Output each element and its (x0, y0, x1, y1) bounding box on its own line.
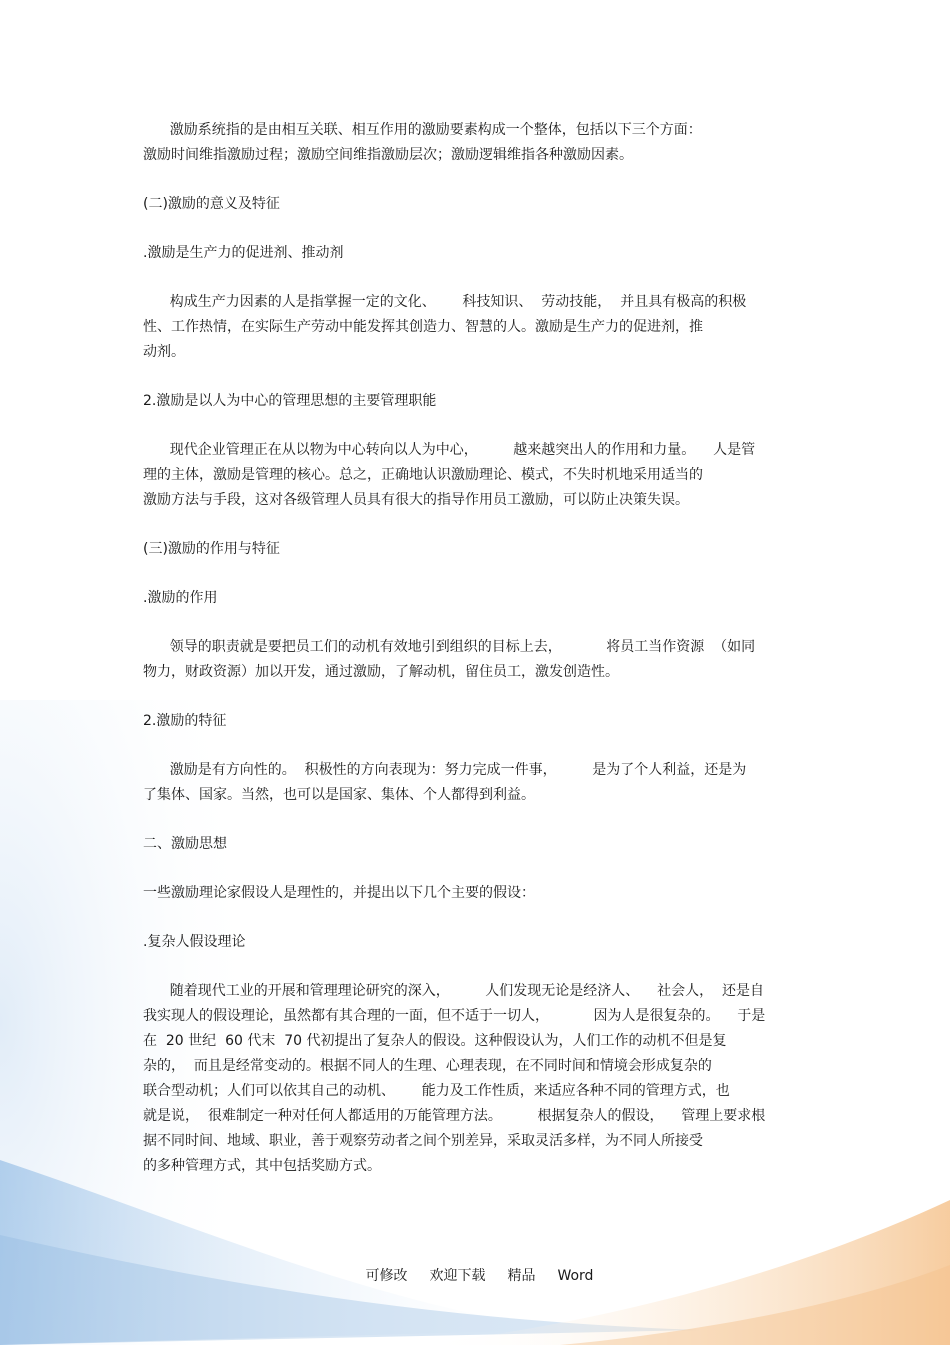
paragraph-gap (143, 734, 808, 758)
text-line: .复杂人假设理论 (143, 934, 246, 950)
text-line: (二)激励的意义及特征 (143, 196, 280, 212)
paragraph-gap (143, 217, 808, 241)
text-line: 一些激励理论家假设人是理性的，并提出以下几个主要的假设： (143, 885, 535, 901)
footer-premium: 精品 (507, 1268, 536, 1284)
paragraph-gap (143, 414, 808, 438)
text-line: 就是说， 很难制定一种对任何人都适用的万能管理方法。 根据复杂人的假设， 管理上要求根 (143, 1108, 766, 1124)
paragraph-gap (143, 168, 808, 192)
page-footer (0, 1249, 950, 1285)
footer-word: Word (557, 1268, 594, 1284)
text-line: 现代企业管理正在从以物为中心转向以人为中心， 越来越突出人的作用和力量。 人是管 (143, 442, 756, 458)
text-line: 2.激励是以人为中心的管理思想的主要管理职能 (143, 393, 437, 409)
text-line: (三)激励的作用与特征 (143, 541, 280, 557)
text-line: 动剂。 (143, 344, 185, 360)
paragraph-gap (143, 906, 808, 930)
text-line: 在 20 世纪 60 代末 70 代初提出了复杂人的假设。这种假设认为，人们工作的动机不但是复 (143, 1033, 727, 1049)
text-line: 随着现代工业的开展和管理理论研究的深入， 人们发现无论是经济人、 社会人， 还是自 (143, 983, 765, 999)
text-line: 构成生产力因素的人是指掌握一定的文化、 科技知识、 劳动技能， 并且具有极高的积极 (143, 294, 747, 310)
text-line: .激励的作用 (143, 590, 218, 606)
text-line: .激励是生产力的促进剂、推动剂 (143, 245, 344, 261)
footer-download: 欢迎下载 (429, 1268, 486, 1284)
text-line: 据不同时间、地域、职业，善于观察劳动者之间个别差异，采取灵活多样，为不同人所接受 (143, 1133, 703, 1149)
text-line: 领导的职责就是要把员工们的动机有效地引到组织的目标上去， 将员工当作资源 （如同 (143, 639, 756, 655)
footer-editable: 可修改 (365, 1268, 408, 1284)
text-line: 理的主体，激励是管理的核心。总之，正确地认识激励理论、模式，不失时机地采用适当的 (143, 467, 703, 483)
text-line: 激励方法与手段，这对各级管理人员具有很大的指导作用员工激励，可以防止决策失误。 (143, 492, 689, 508)
document-body (143, 118, 808, 1179)
text-line: 的多种管理方式，其中包括奖励方式。 (143, 1158, 381, 1174)
text-line: 激励是有方向性的。 积极性的方向表现为：努力完成一件事， 是为了个人利益，还是为 (143, 762, 747, 778)
text-line: 联合型动机；人们可以依其自己的动机、 能力及工作性质，来适应各种不同的管理方式，也 (143, 1083, 730, 1099)
text-line: 激励时间维指激励过程；激励空间维指激励层次；激励逻辑维指各种激励因素。 (143, 147, 633, 163)
text-line: 性、工作热情，在实际生产劳动中能发挥其创造力、智慧的人。激励是生产力的促进剂，推 (143, 319, 703, 335)
text-line: 二、激励思想 (143, 836, 227, 852)
paragraph-gap (143, 857, 808, 881)
paragraph-gap (143, 808, 808, 832)
paragraph-gap (143, 955, 808, 979)
paragraph-gap (143, 562, 808, 586)
text-line: 物力，财政资源）加以开发，通过激励，了解动机，留住员工，激发创造性。 (143, 664, 619, 680)
paragraph-gap (143, 513, 808, 537)
text-line: 杂的， 而且是经常变动的。根据不同人的生理、心理表现，在不同时间和情境会形成复杂的 (143, 1058, 712, 1074)
text-line: 了集体、国家。当然，也可以是国家、集体、个人都得到利益。 (143, 787, 535, 803)
text-line: 激励系统指的是由相互关联、相互作用的激励要素构成一个整体，包括以下三个方面： (143, 122, 702, 138)
paragraph-gap (143, 266, 808, 290)
text-line: 2.激励的特征 (143, 713, 227, 729)
text-line: 我实现人的假设理论，虽然都有其合理的一面，但不适于一切人， 因为人是很复杂的。 于是 (143, 1008, 766, 1024)
paragraph-gap (143, 611, 808, 635)
paragraph-gap (143, 365, 808, 389)
paragraph-gap (143, 685, 808, 709)
